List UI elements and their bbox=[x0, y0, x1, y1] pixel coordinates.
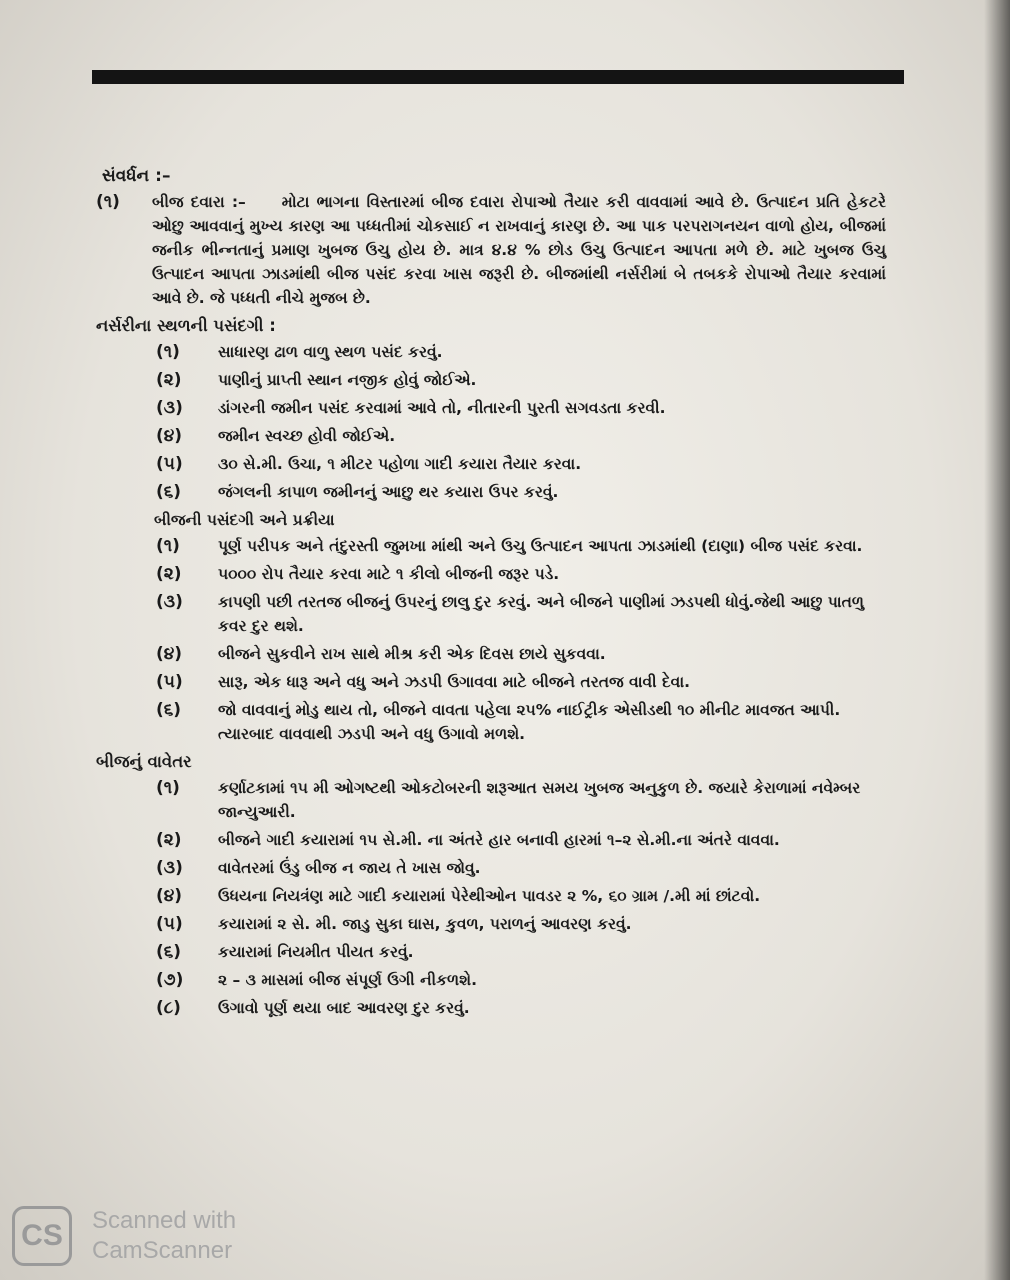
list-item bbox=[96, 424, 886, 448]
nursery-heading: નર્સરીના સ્થળની પસંદગી : bbox=[96, 316, 276, 335]
intro-number: (૧) bbox=[96, 192, 120, 212]
item-number: (૮) bbox=[156, 998, 181, 1018]
intro-paragraph bbox=[96, 190, 886, 310]
list-item bbox=[96, 670, 886, 694]
item-number: (૧) bbox=[156, 778, 180, 798]
intro-body bbox=[152, 190, 886, 310]
item-text: બીજને ગાદી કયારામાં ૧૫ સે.મી. ના અંતરે હાર બનાવી હારમાં ૧–૨ સે.મી.ના અંતરે વાવવા. bbox=[218, 831, 780, 849]
document-body bbox=[96, 160, 886, 1024]
list-item bbox=[96, 912, 886, 936]
item-number: (૪) bbox=[156, 426, 183, 446]
item-number: (૩) bbox=[156, 398, 183, 418]
item-text: ઉધયના નિયત્રંણ માટે ગાદી કયારામાં પેરેથીઓન પાવડર ૨ %, ૬૦ ગ્રામ /.મી માં છાંટવો. bbox=[218, 887, 761, 905]
item-text: જમીન સ્વચ્છ હોવી જોઈએ. bbox=[218, 427, 396, 445]
list-item bbox=[96, 452, 886, 476]
item-number: (૨) bbox=[156, 564, 182, 584]
page-edge-shadow bbox=[984, 0, 1010, 1280]
item-number: (૫) bbox=[156, 672, 183, 692]
item-text: ૨ – ૩ માસમાં બીજ સંપૂર્ણ ઉગી નીકળશે. bbox=[218, 971, 477, 989]
list-item bbox=[96, 968, 886, 992]
item-text: કર્ણાટકામાં ૧૫ મી ઓગષ્ટથી ઓકટોબરની શરૂઆત સમય ખુબજ અનુકુળ છે. જયારે કેરાળામાં નવેમ્બર જાન્યુઆરી. bbox=[218, 779, 861, 821]
list-item bbox=[96, 776, 886, 824]
item-number: (૭) bbox=[156, 970, 184, 990]
item-number: (૨) bbox=[156, 370, 182, 390]
camscanner-logo-icon: CS bbox=[12, 1206, 72, 1266]
section-title: સંવર્ધન :– bbox=[102, 166, 171, 186]
item-text: કયારામાં ૨ સે. મી. જાડુ સુકા ઘાસ, કુવળ, પરાળનું આવરણ કરવું. bbox=[218, 915, 632, 933]
list-item bbox=[96, 396, 886, 420]
list-item bbox=[96, 856, 886, 880]
list-item bbox=[96, 340, 886, 364]
item-number: (૬) bbox=[156, 482, 182, 502]
nursery-list bbox=[96, 340, 886, 504]
item-number: (૩) bbox=[156, 858, 183, 878]
item-number: (૩) bbox=[156, 592, 183, 612]
item-text: ૩૦ સે.મી. ઉચા, ૧ મીટર પહોળા ગાદી કયારા તૈયાર કરવા. bbox=[218, 455, 582, 473]
list-item bbox=[96, 534, 886, 558]
item-text: પૂર્ણ પરીપક અને તંદુરસ્તી જુમખા માંથી અને ઉચુ ઉત્પાદન આપતા ઝાડમાંથી (દાણા) બીજ પસંદ કરવા. bbox=[218, 537, 863, 555]
camscanner-watermark bbox=[12, 1204, 272, 1268]
item-text: કાપણી પછી તરતજ બીજનું ઉપરનું છાલુ દુર કરવું. અને બીજને પાણીમાં ઝડપથી ધોવું.જેથી આછુ પાતળુ કવર દુર થશે. bbox=[218, 593, 864, 635]
item-text: ઉગાવો પૂર્ણ થયા બાદ આવરણ દુર કરવું. bbox=[218, 999, 470, 1017]
list-item bbox=[96, 698, 886, 746]
seed-selection-heading: બીજની પસંદગી અને પ્રક્રીયા bbox=[154, 511, 335, 529]
item-text: વાવેતરમાં ઉંડુ બીજ ન જાય તે ખાસ જોવુ. bbox=[218, 859, 481, 877]
list-item bbox=[96, 828, 886, 852]
watermark-line-2: CamScanner bbox=[92, 1237, 233, 1264]
item-number: (૧) bbox=[156, 536, 180, 556]
sowing-heading: બીજનું વાવેતર bbox=[96, 752, 192, 771]
item-text: ડાંગરની જમીન પસંદ કરવામાં આવે તો, નીતારની પુરતી સગવડતા કરવી. bbox=[218, 399, 666, 417]
item-text: કયારામાં નિયમીત પીયત કરવું. bbox=[218, 943, 414, 961]
watermark-line-1: Scanned with bbox=[92, 1207, 237, 1234]
item-text: પાણીનું પ્રાપ્તી સ્થાન નજીક હોવું જોઈએ. bbox=[218, 371, 477, 389]
item-number: (૬) bbox=[156, 700, 182, 720]
item-number: (૬) bbox=[156, 942, 182, 962]
list-item bbox=[96, 590, 886, 638]
header-rule bbox=[92, 70, 904, 84]
item-text: જંગલની કાપાળ જમીનનું આછુ થર કયારા ઉપર કરવું. bbox=[218, 483, 559, 501]
intro-label: બીજ દવારા :– bbox=[152, 193, 246, 211]
item-text: જો વાવવાનું મોડુ થાય તો, બીજને વાવતા પહેલા ૨૫% નાઈટ્રીક એસીડથી ૧૦ મીનીટ માવજત આપી. ત્યારબાદ વાવવાથી ઝડપી અને વધુ ઉગાવો મળશે. bbox=[218, 701, 841, 743]
sowing-list bbox=[96, 776, 886, 1020]
item-number: (૫) bbox=[156, 454, 183, 474]
item-number: (૧) bbox=[156, 342, 180, 362]
list-item bbox=[96, 562, 886, 586]
list-item bbox=[96, 996, 886, 1020]
item-text: સારૂ, એક ધારૂ અને વધુ અને ઝડપી ઉગાવવા માટે બીજને તરતજ વાવી દેવા. bbox=[218, 673, 690, 691]
item-number: (૪) bbox=[156, 886, 183, 906]
item-number: (૨) bbox=[156, 830, 182, 850]
list-item bbox=[96, 642, 886, 666]
item-number: (૫) bbox=[156, 914, 183, 934]
item-text: સાધારણ ઢાળ વાળુ સ્થળ પસંદ કરવું. bbox=[218, 343, 443, 361]
list-item bbox=[96, 368, 886, 392]
item-text: બીજને સુકવીને રાખ સાથે મીશ્ર કરી એક દિવસ છાયે સુકવવા. bbox=[218, 645, 606, 663]
list-item bbox=[96, 940, 886, 964]
seed-selection-list bbox=[96, 534, 886, 746]
list-item bbox=[96, 480, 886, 504]
item-text: ૫૦૦૦ રોપ તૈયાર કરવા માટે ૧ કીલો બીજની જરૂર પડે. bbox=[218, 565, 560, 583]
item-number: (૪) bbox=[156, 644, 183, 664]
intro-text: મોટા ભાગના વિસ્તારમાં બીજ દવારા રોપાઓ તૈયાર કરી વાવવામાં આવે છે. ઉત્પાદન પ્રતિ હેકટરે ઓછુ આવવાનું મુખ્ય કારણ આ પધ્ધતીમાં ચોકસાઈ ન રાખવાનું કારણ છે. આ પાક પરપરાગનયન વાળો હોય, બીજમાં જનીક ભીન્નતાનું પ્રમાણ ખુબજ ઉચુ હોય છે. માત્ર ૪.૪ % છોડ ઉચુ ઉત્પાદન આપતા મળે છે. માટે ખુબજ ઉચુ ઉત્પાદન આપતા ઝાડમાંથી બીજ પસંદ કરવા ખાસ જરૂરી છે. બીજમાંથી નર્સરીમાં બે તબકકે રોપાઓ તૈયાર કરવામાં આવે છે. જે પધ્ધતી નીચે મુજબ છે. bbox=[152, 193, 886, 307]
watermark-text bbox=[92, 1206, 236, 1266]
list-item bbox=[96, 884, 886, 908]
